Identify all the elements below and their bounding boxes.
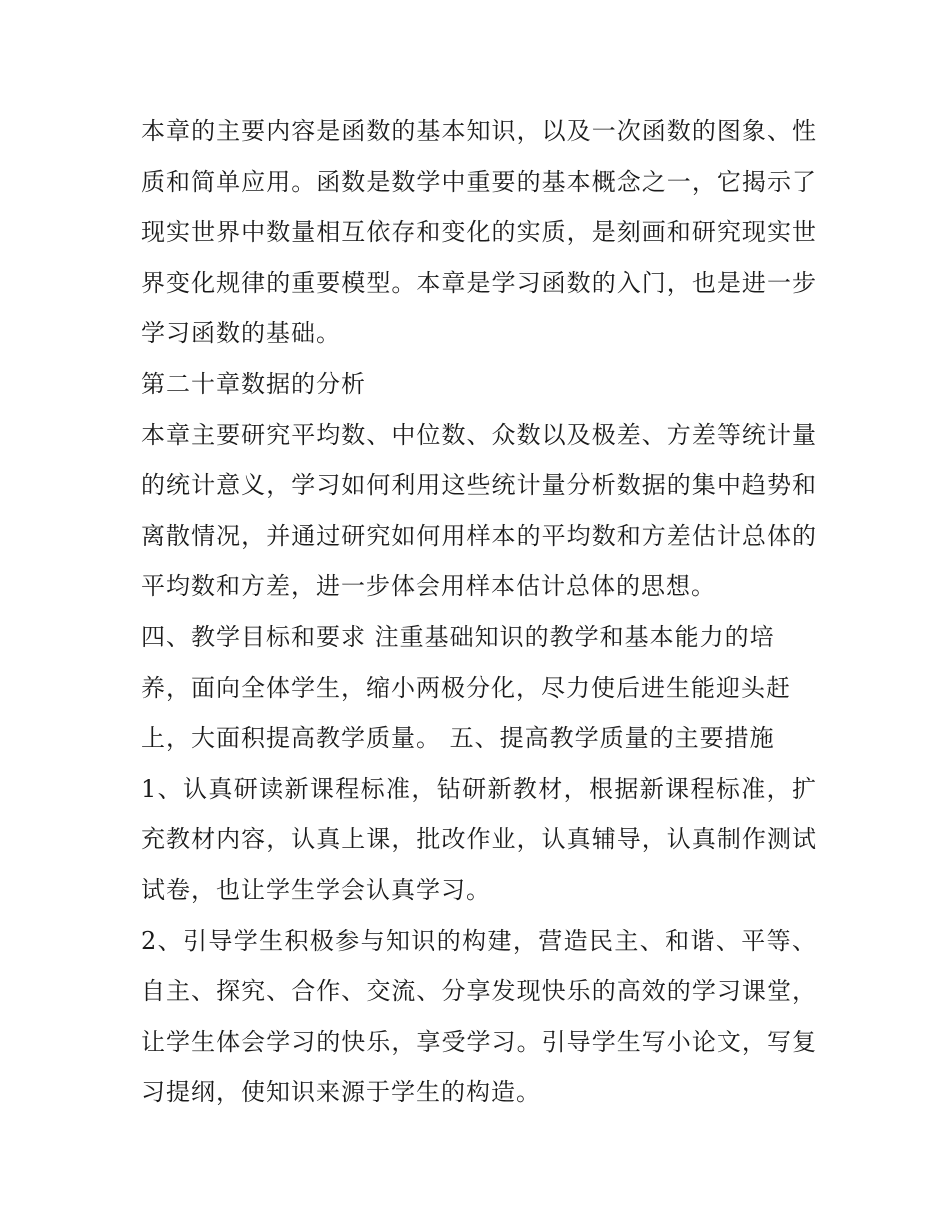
paragraph-teaching-goals: 四、教学目标和要求 注重基础知识的教学和基本能力的培养，面向全体学生，缩小两极分化，尽力使后进生能迎头赶上，大面积提高教学质量。 五、提高教学质量的主要措施	[141, 622, 791, 753]
paragraph-measure-1: 1、认真研读新课程标准，钻研新教材，根据新课程标准，扩充教材内容，认真上课，批改作业，认真辅导，认真制作测试试卷，也让学生学会认真学习。	[141, 774, 817, 904]
paragraph-chapter-data-analysis-summary: 本章主要研究平均数、中位数、众数以及极差、方差等统计量的统计意义，学习如何利用这些统计量分析数据的集中趋势和离散情况，并通过研究如何用样本的平均数和方差估计总体的平均数和方差，进一步体会用样本估计总体的思想。	[141, 420, 817, 601]
chapter-heading-data-analysis: 第二十章数据的分析	[141, 369, 366, 398]
paragraph-chapter-functions-summary: 本章的主要内容是函数的基本知识，以及一次函数的图象、性质和简单应用。函数是数学中重要的基本概念之一，它揭示了现实世界中数量相互依存和变化的实质，是刻画和研究现实世界变化规律的重要模型。本章是学习函数的入门，也是进一步学习函数的基础。	[141, 117, 817, 348]
document-body	[141, 106, 817, 1118]
paragraph-measure-2: 2、引导学生积极参与知识的构建，营造民主、和谐、平等、自主、探究、合作、交流、分享发现快乐的高效的学习课堂，让学生体会学习的快乐，享受学习。引导学生写小论文，写复习提纲，使知识来源于学生的构造。	[141, 926, 817, 1107]
